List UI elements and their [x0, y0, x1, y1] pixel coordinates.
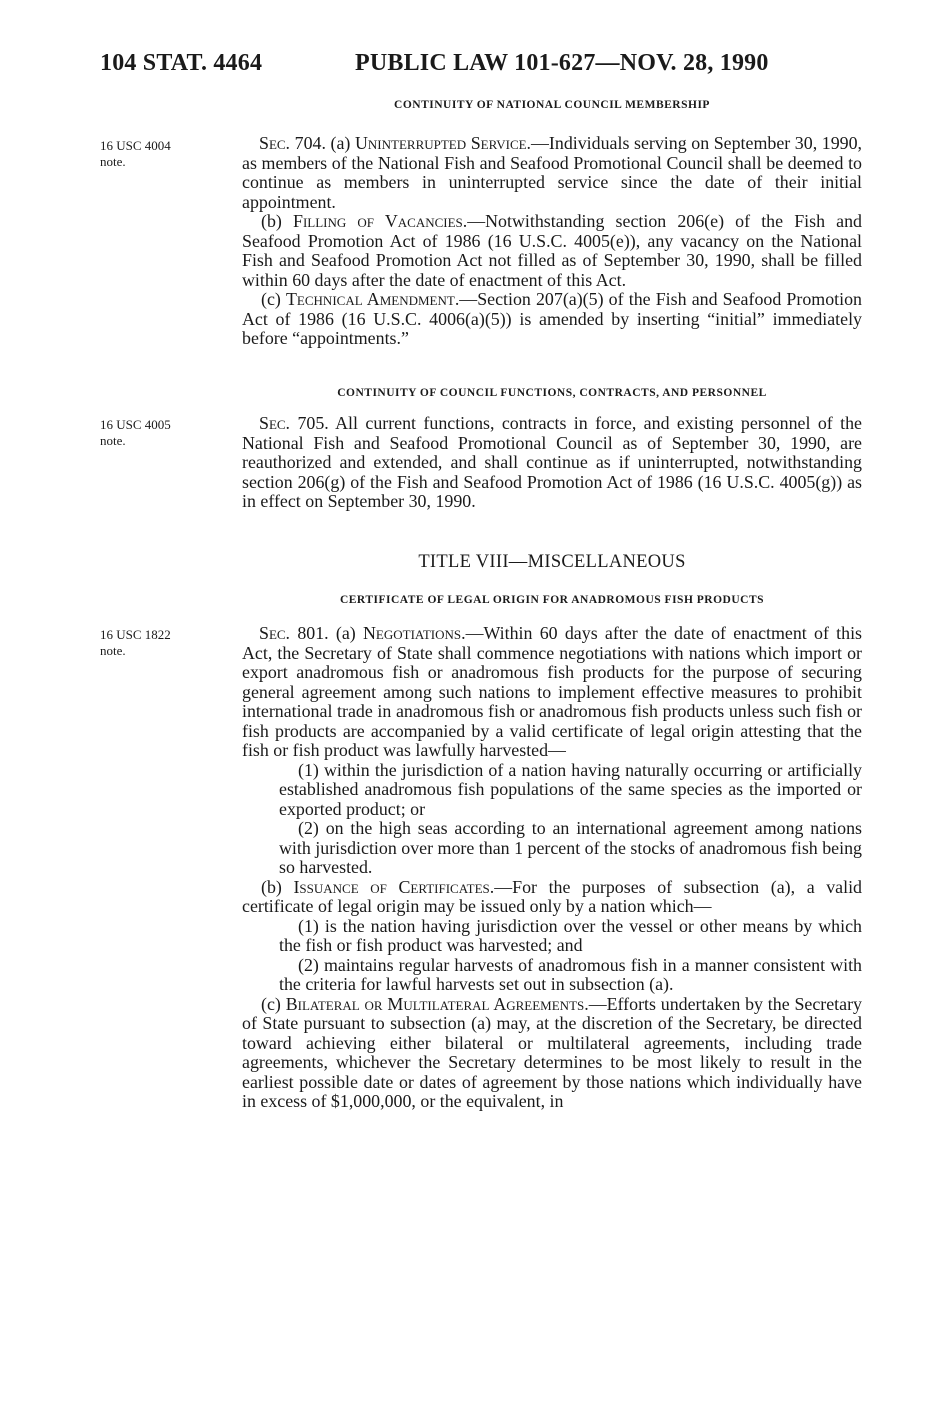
margin-note-citation: 16 USC 4004: [100, 138, 171, 153]
margin-note-citation: 16 USC 4005: [100, 417, 171, 432]
section-704-heading: CONTINUITY OF NATIONAL COUNCIL MEMBERSHIP: [394, 99, 710, 111]
subsection-caption: Filling of Vacancies.: [293, 211, 468, 231]
subsection-caption: Bilateral or Multilateral Agreements.: [285, 993, 589, 1014]
section-number: 801. (a): [297, 623, 356, 643]
subsection-text: —Notwithstanding section 206(e) of the Fish and Seafood Promotion Act of 1986 (16 U.S.C. 4005(e)), any vacancy on the National Fish and Seafood Promotion Act not filled as of September 30, 1990, shall be filled within 60 days after the date of enactment of this Act.: [242, 211, 862, 290]
section-704-body: [242, 134, 862, 349]
subsection-text: —Within 60 days after the date of enactment of this Act, the Secretary of State shall commence negotiations with nations which import or export anadromous fish or anadromous fish products for the purpose of securing general agreement among such nations to implement effective measures to prohibit international trade in anadromous fish or anadromous fish products unless such fish or fish products are accompanied by a valid certificate of legal origin attesting that the fish or fish product was lawfully harvested—: [242, 623, 863, 760]
section-801-b-item-2: (2) maintains regular harvests of anadromous fish in a manner consistent with the criteria for lawful harvests set out in subsection (a).: [279, 954, 862, 994]
section-705-paragraph: [242, 414, 862, 512]
subsection-label: (c): [261, 289, 281, 309]
margin-note-label: note.: [100, 154, 126, 169]
subsection-caption: Issuance of Certificates.: [293, 876, 495, 897]
subsection-caption: Negotiations.: [363, 623, 466, 643]
subsection-label: (b): [261, 211, 282, 231]
subsection-caption: Technical Amendment.: [286, 289, 460, 309]
section-705-body: [242, 414, 862, 512]
section-label: Sec.: [259, 413, 291, 433]
section-number: 704. (a): [294, 133, 351, 153]
section-801-b-item-1: (1) is the nation having jurisdiction over the vessel or other means by which the fish or fish product was harvested; and: [279, 915, 862, 955]
section-704-subsection-c: [242, 290, 862, 349]
section-801-subsection-a: [242, 624, 862, 761]
margin-note-801: [100, 627, 210, 659]
section-801-a-item-2: (2) on the high seas according to an international agreement among nations with jurisdiction over more than 1 percent of the stocks of anadromous fish being so harvested.: [279, 818, 862, 877]
section-801-subsection-b: [242, 878, 862, 917]
public-law-citation: PUBLIC LAW 101-627—NOV. 28, 1990: [355, 50, 769, 76]
section-label: Sec.: [259, 623, 291, 643]
subsection-text: —Efforts undertaken by the Secretary of State pursuant to subsection (a) may, at the discretion of the Secretary, be directed toward achieving either bilateral or multilateral agreements, including trade agreements, whichever the Secretary determines to be most likely to result in the earliest possible date or dates of agreement by those nations which individually have in excess of $1,000,000, or the equivalent, in: [242, 993, 862, 1111]
section-801-heading: CERTIFICATE OF LEGAL ORIGIN FOR ANADROMOUS FISH PRODUCTS: [339, 594, 765, 606]
section-801-a-item-1: (1) within the jurisdiction of a nation having naturally occurring or artificially established anadromous fish populations of the same species as the imported or exported product; or: [279, 759, 862, 819]
margin-note-label: note.: [100, 643, 126, 658]
section-705-heading: CONTINUITY OF COUNCIL FUNCTIONS, CONTRACTS, AND PERSONNEL: [337, 387, 767, 399]
margin-note-704: [100, 138, 210, 170]
subsection-text: —Individuals serving on September 30, 1990, as members of the National Fish and Seafood Promotional Council shall be deemed to continue as members in uninterrupted service since the date of their initial appointment.: [242, 133, 863, 212]
subsection-text: —Section 207(a)(5) of the Fish and Seafood Promotion Act of 1986 (16 U.S.C. 4006(a)(5)) is amended by inserting “initial” immediately before “appointments.”: [242, 289, 862, 348]
title-viii-heading: TITLE VIII—MISCELLANEOUS: [418, 552, 686, 572]
subsection-text: —For the purposes of subsection (a), a valid certificate of legal origin may be issued only by a nation which—: [242, 876, 862, 916]
section-text: 705. All current functions, contracts in force, and existing personnel of the National Fish and Seafood Promotional Council as of September 30, 1990, are reauthorized and extended, and shall continue as if uninterrupted, notwithstanding section 206(g) of the Fish and Seafood Promotion Act of 1986 (16 U.S.C. 4005(g)) as in effect on September 30, 1990.: [242, 413, 862, 511]
subsection-caption: Uninterrupted Service.: [354, 133, 532, 153]
running-header: [100, 50, 860, 86]
subsection-label: (b): [261, 876, 282, 897]
subsection-label: (c): [261, 993, 281, 1014]
margin-note-label: note.: [100, 433, 126, 448]
margin-note-705: [100, 417, 210, 449]
section-label: Sec.: [259, 133, 291, 153]
section-704-subsection-a: [242, 134, 862, 212]
section-801-subsection-c: [242, 995, 862, 1112]
section-801-body: [242, 624, 862, 1112]
margin-note-citation: 16 USC 1822: [100, 627, 171, 642]
section-704-subsection-b: [242, 212, 862, 290]
statute-page-number: 104 STAT. 4464: [100, 50, 263, 76]
